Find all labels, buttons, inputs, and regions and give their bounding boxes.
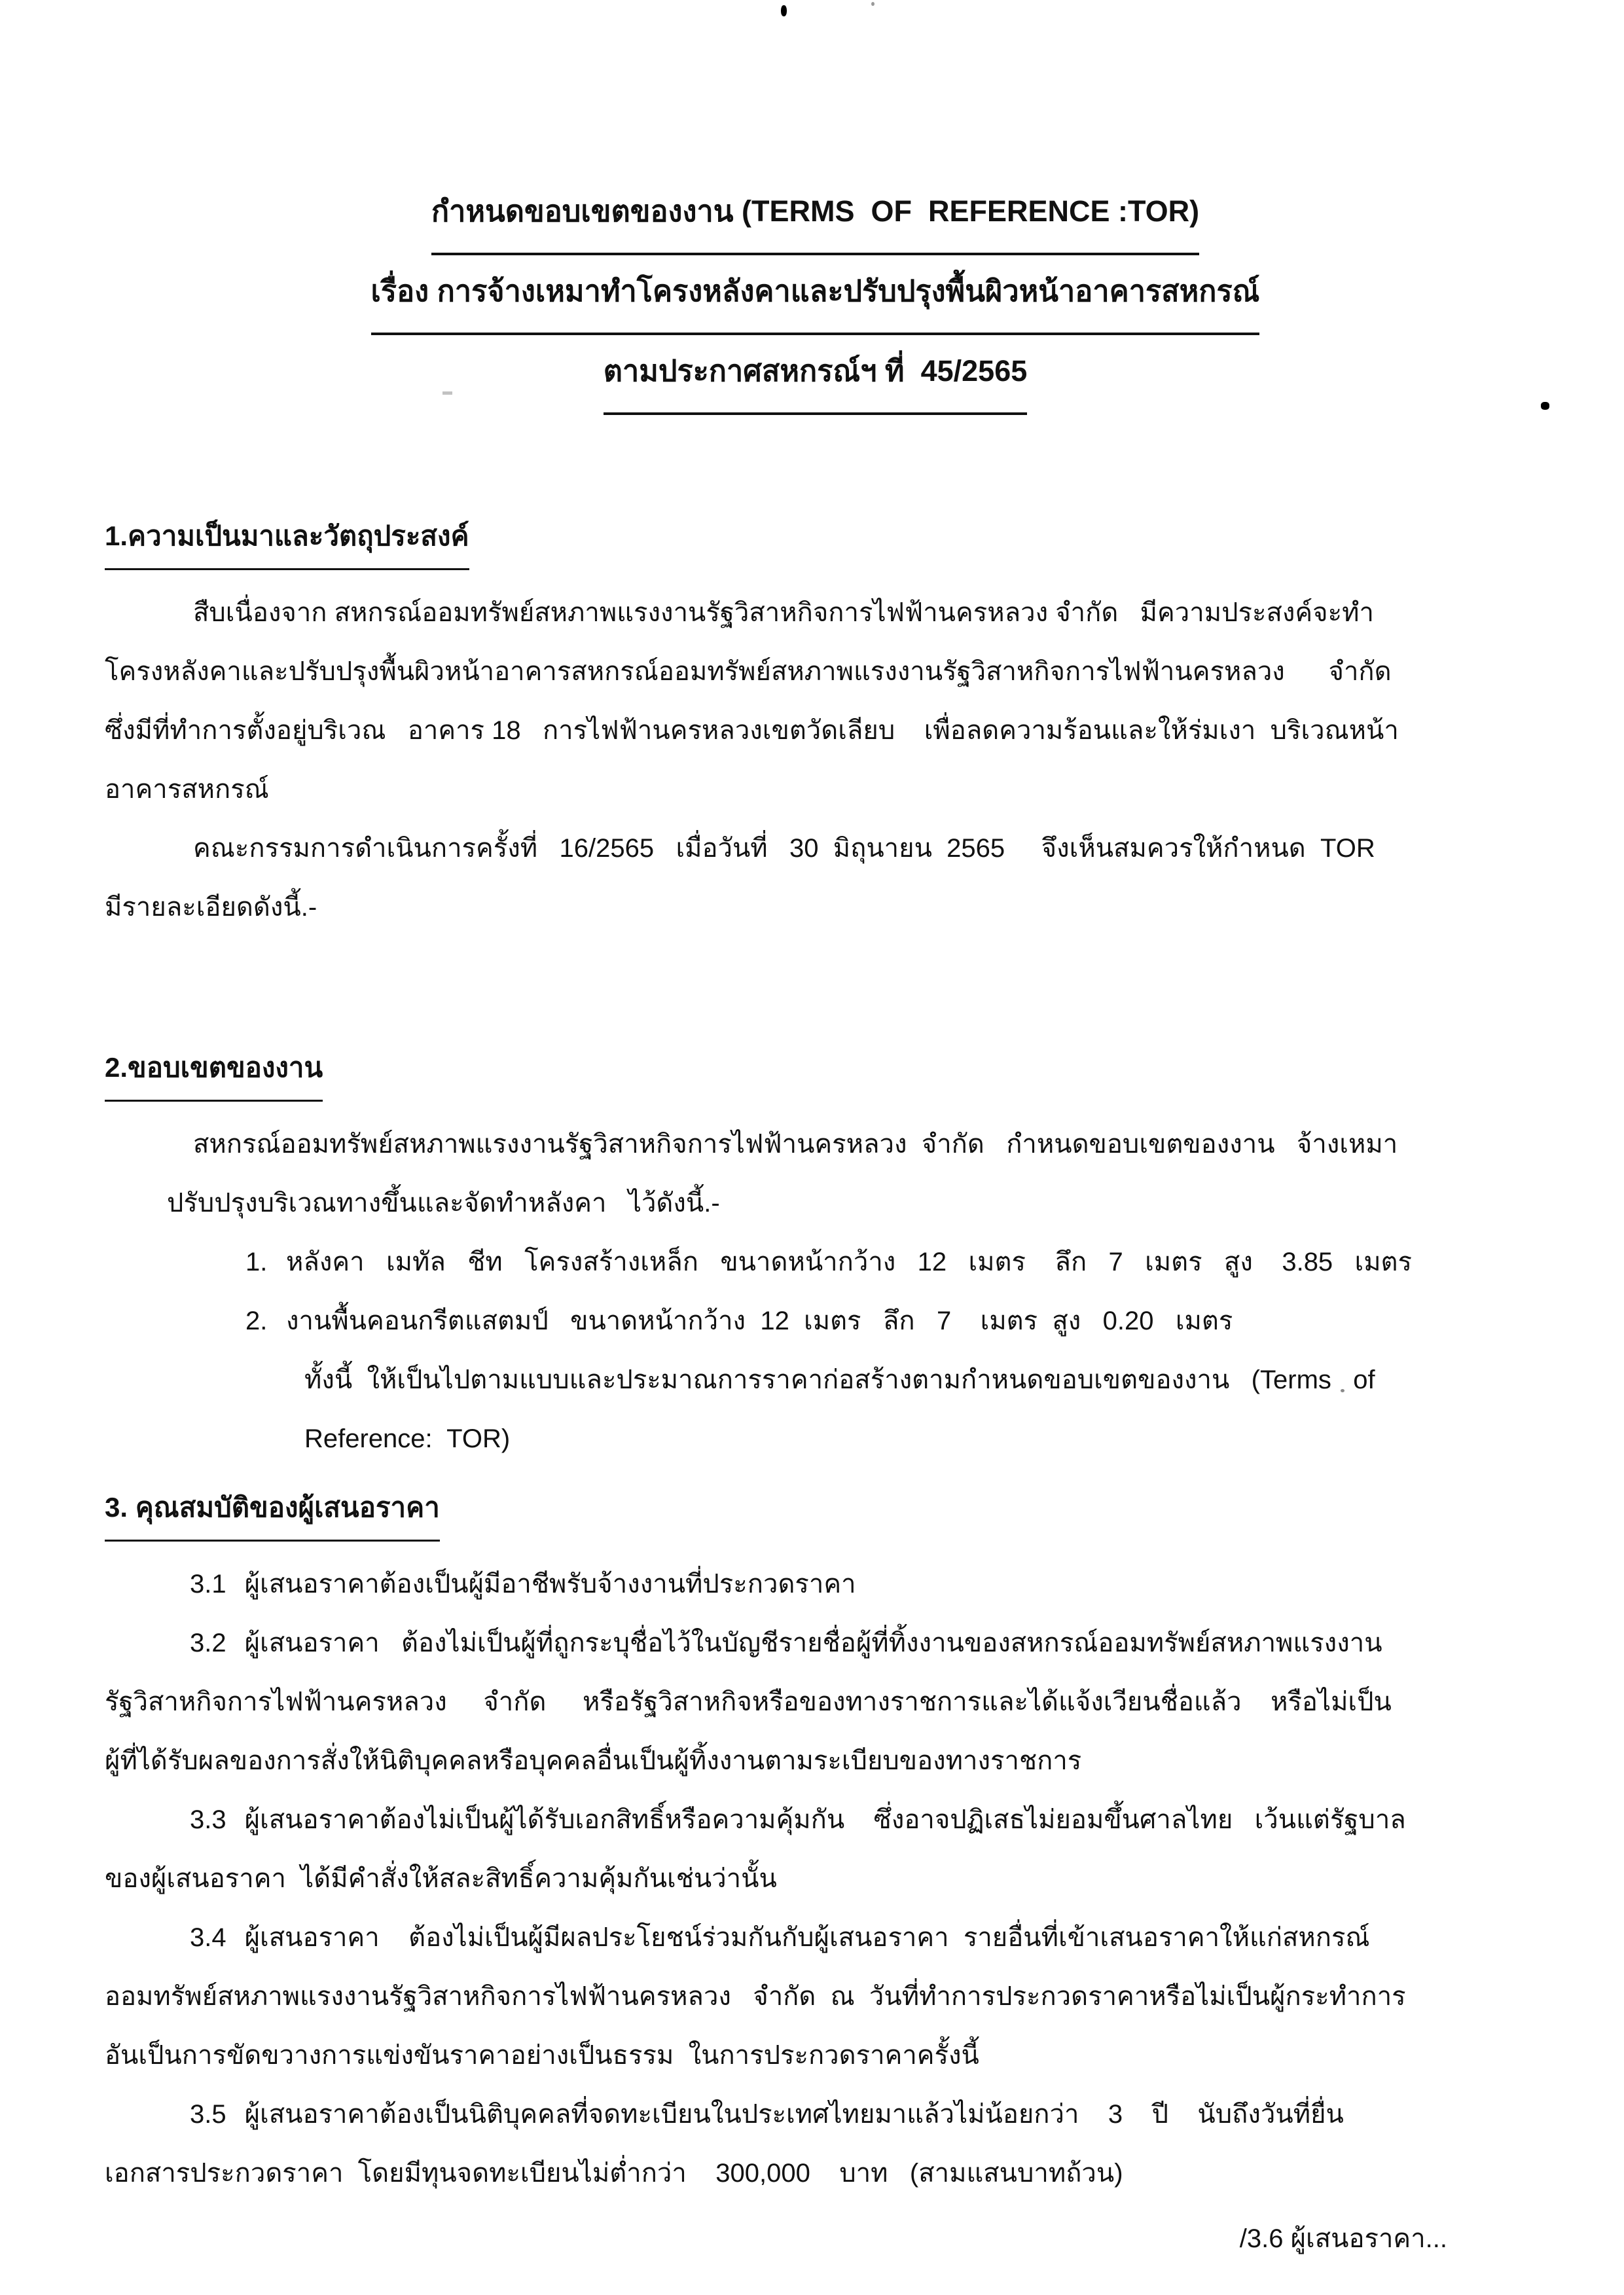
list-item-number: 1.	[245, 1248, 268, 1276]
section-1-heading: 1.ความเป็นมาและวัตถุประสงค์	[105, 507, 1526, 570]
clause-number: 3.4	[190, 1923, 226, 1952]
paragraph-line: ปรับปรุงบริเวณทางขึ้นและจัดทำหลังคา ไว้ดังนี้.-	[167, 1189, 720, 1218]
paragraph-line: อาคารสหกรณ์	[105, 775, 269, 804]
list-note-line: Reference: TOR)	[304, 1424, 511, 1453]
section-1	[105, 507, 1526, 937]
clause-line	[105, 2085, 1526, 2144]
section-3-heading: 3. คุณสมบัติของผู้เสนอราคา	[105, 1478, 1526, 1542]
clause-number: 3.1	[190, 1570, 226, 1599]
list-note-line: ทั้งนี้ ให้เป็นไปตามแบบและประมาณการราคาก่อสร้างตามกำหนดขอบเขตของงาน (Terms of	[304, 1365, 1375, 1394]
clause-text: ผู้เสนอราคาต้องเป็นนิติบุคคลที่จดทะเบียนในประเทศไทยมาแล้วไม่น้อยกว่า 3 ปี นับถึงวันที่ยื่น	[244, 2100, 1344, 2129]
clause-3-1	[105, 1555, 1526, 1614]
title-line-3: ตามประกาศสหกรณ์ฯ ที่ 45/2565	[105, 335, 1526, 415]
title-line-2: เรื่อง การจ้างเหมาทำโครงหลังคาและปรับปรุงพื้นผิวหน้าอาคารสหกรณ์	[105, 255, 1526, 335]
section-2-list	[105, 1233, 1526, 1468]
clause-text: ผู้เสนอราคาต้องเป็นผู้มีอาชีพรับจ้างงานที่ประกวดราคา	[244, 1570, 856, 1599]
list-item	[105, 1292, 1526, 1350]
list-item-number: 2.	[245, 1307, 268, 1335]
clause-line	[105, 1614, 1526, 1672]
list-item-text: งานพื้นคอนกรีตแสตมป์ ขนาดหน้ากว้าง 12 เมตร ลึก 7 เมตร สูง 0.20 เมตร	[286, 1307, 1233, 1335]
document-content	[105, 0, 1526, 2268]
paragraph-line: ซึ่งมีที่ทำการตั้งอยู่บริเวณ อาคาร 18 การไฟฟ้านครหลวงเขตวัดเลียบ เพื่อลดความร้อนและให้ร่มเงา บริเวณหน้า	[105, 716, 1399, 745]
clause-line	[105, 1555, 1526, 1614]
clause-line	[105, 1790, 1526, 1849]
paragraph-line: สหกรณ์ออมทรัพย์สหภาพแรงงานรัฐวิสาหกิจการไฟฟ้านครหลวง จำกัด กำหนดขอบเขตของงาน จ้างเหมา	[193, 1130, 1398, 1159]
clause-line: ของผู้เสนอราคา ได้มีคำสั่งให้สละสิทธิ์ความคุ้มกันเช่นว่านั้น	[105, 1864, 777, 1893]
title-line-1: กำหนดขอบเขตของงาน (TERMS OF REFERENCE :TOR)	[105, 175, 1526, 255]
clause-line: อันเป็นการขัดขวางการแข่งขันราคาอย่างเป็นธรรม ในการประกวดราคาครั้งนี้	[105, 2041, 979, 2070]
clause-text: ผู้เสนอราคา ต้องไม่เป็นผู้ที่ถูกระบุชื่อไว้ในบัญชีรายชื่อผู้ที่ทิ้งงานของสหกรณ์ออมทรัพย์สหภาพแรงงาน	[244, 1629, 1382, 1657]
section-1-paragraph-2	[105, 819, 1526, 937]
paragraph-line: สืบเนื่องจาก สหกรณ์ออมทรัพย์สหภาพแรงงานรัฐวิสาหกิจการไฟฟ้านครหลวง จำกัด มีความประสงค์จะทำ	[193, 598, 1374, 627]
clause-line	[105, 1908, 1526, 1967]
clause-3-5	[105, 2085, 1526, 2203]
list-item-text: หลังคา เมทัล ชีท โครงสร้างเหล็ก ขนาดหน้ากว้าง 12 เมตร ลึก 7 เมตร สูง 3.85 เมตร	[286, 1248, 1413, 1276]
clause-3-2	[105, 1614, 1526, 1790]
list-item	[105, 1233, 1526, 1292]
paragraph-line: โครงหลังคาและปรับปรุงพื้นผิวหน้าอาคารสหกรณ์ออมทรัพย์สหภาพแรงงานรัฐวิสาหกิจการไฟฟ้านครหลวง จำกัด	[105, 657, 1392, 686]
section-2-heading: 2.ขอบเขตของงาน	[105, 1038, 1526, 1102]
scan-artifact-dot	[1541, 402, 1549, 410]
clause-number: 3.2	[190, 1629, 226, 1657]
clause-3-4	[105, 1908, 1526, 2085]
section-1-paragraph-1	[105, 583, 1526, 819]
clause-line: ผู้ที่ได้รับผลของการสั่งให้นิติบุคคลหรือบุคคลอื่นเป็นผู้ทิ้งงานตามระเบียบของทางราชการ	[105, 1746, 1082, 1775]
clause-line: เอกสารประกวดราคา โดยมีทุนจดทะเบียนไม่ต่ำกว่า 300,000 บาท (สามแสนบาทถ้วน)	[105, 2159, 1123, 2188]
clause-line: รัฐวิสาหกิจการไฟฟ้านครหลวง จำกัด หรือรัฐวิสาหกิจหรือของทางราชการและได้แจ้งเวียนชื่อแล้ว หรือไม่เป็น	[105, 1688, 1392, 1716]
section-2-paragraph	[105, 1115, 1526, 1233]
clause-number: 3.3	[190, 1805, 226, 1834]
clause-3-3	[105, 1790, 1526, 1908]
paragraph-line: คณะกรรมการดำเนินการครั้งที่ 16/2565 เมื่อวันที่ 30 มิถุนายน 2565 จึงเห็นสมควรให้กำหนด TOR	[193, 834, 1375, 863]
clause-number: 3.5	[190, 2100, 226, 2129]
clause-text: ผู้เสนอราคา ต้องไม่เป็นผู้มีผลประโยชน์ร่วมกันกับผู้เสนอราคา รายอื่นที่เข้าเสนอราคาให้แก่สหกรณ์	[244, 1923, 1370, 1952]
paragraph-line: มีรายละเอียดดังนี้.-	[105, 893, 317, 922]
clause-line: ออมทรัพย์สหภาพแรงงานรัฐวิสาหกิจการไฟฟ้านครหลวง จำกัด ณ วันที่ทำการประกวดราคาหรือไม่เป็นผู้กระทำการ	[105, 1982, 1406, 2011]
section-3	[105, 1478, 1526, 2203]
page-continuation-note: /3.6 ผู้เสนอราคา...	[1239, 2224, 1447, 2253]
document-title	[105, 0, 1526, 415]
section-2	[105, 1038, 1526, 1468]
clause-text: ผู้เสนอราคาต้องไม่เป็นผู้ได้รับเอกสิทธิ์หรือความคุ้มกัน ซึ่งอาจปฏิเสธไม่ยอมขึ้นศาลไทย เว้นแต่รัฐบาล	[244, 1805, 1406, 1834]
